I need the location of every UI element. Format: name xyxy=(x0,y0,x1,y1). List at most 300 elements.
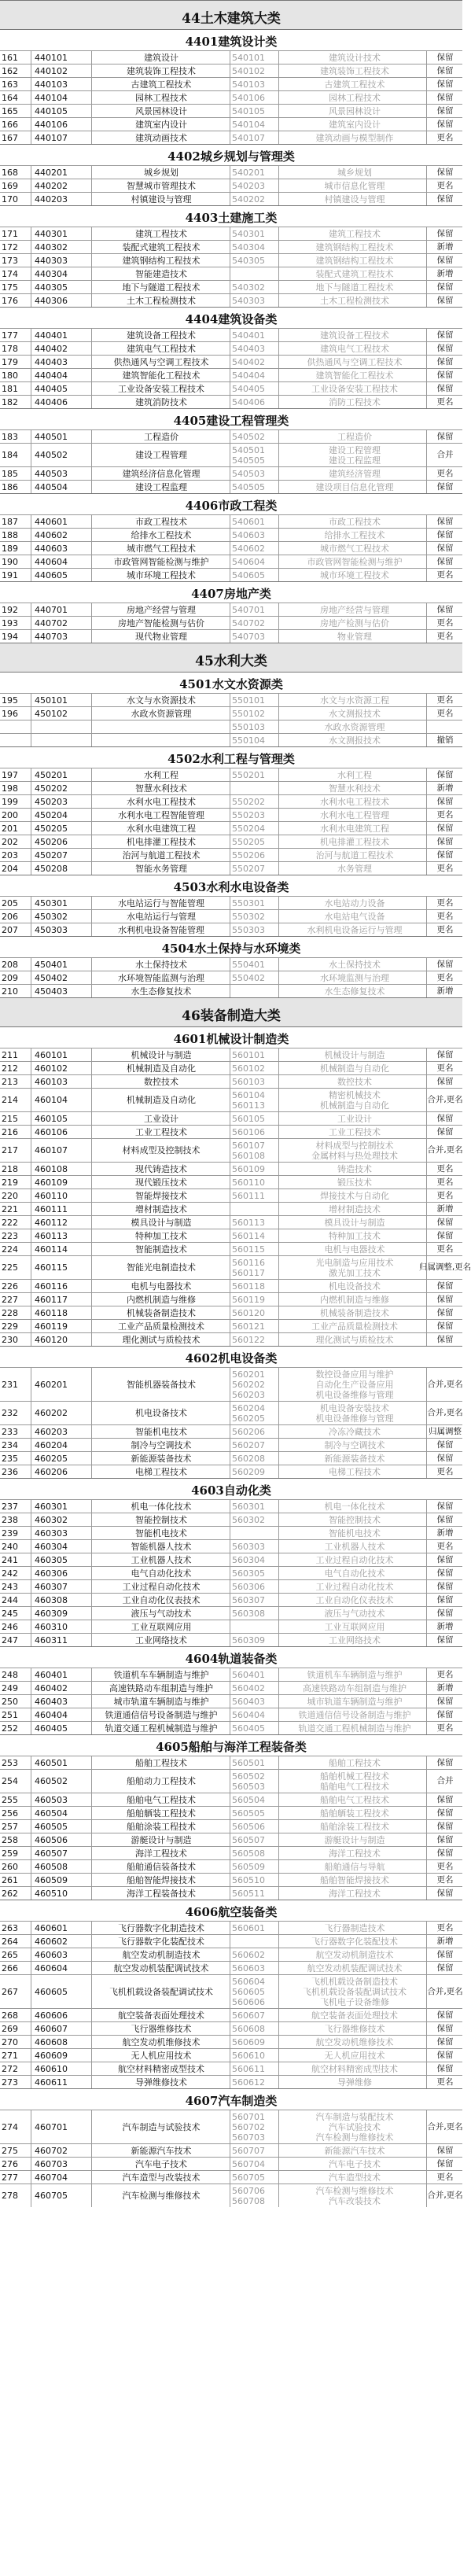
column-divider xyxy=(426,166,427,179)
old-major-code: 540402 xyxy=(232,356,265,367)
old-code-cell xyxy=(232,1048,279,1061)
column-divider xyxy=(278,1089,279,1111)
old-major-name: 建筑设备工程技术 xyxy=(320,330,389,341)
major-name: 地下与隧道工程技术 xyxy=(122,282,201,293)
table-row xyxy=(0,1539,462,1553)
column-divider xyxy=(91,985,92,997)
column-divider xyxy=(426,1527,427,1539)
column-divider xyxy=(91,1402,92,1424)
old-major-name: 工业互联网应用 xyxy=(324,1621,385,1632)
old-major-code: 540202 xyxy=(232,193,265,205)
old-major-code: 540104 xyxy=(232,119,265,130)
column-divider xyxy=(278,958,279,971)
column-divider xyxy=(426,782,427,794)
old-code-cell xyxy=(232,1668,279,1681)
row-number: 274 xyxy=(2,2121,18,2132)
major-code: 460508 xyxy=(35,1861,68,1872)
old-major-code: 540703 xyxy=(232,631,265,642)
old-name-cell xyxy=(280,1189,429,1202)
old-name-cell xyxy=(280,720,429,733)
old-major-name: 供热通风与空调工程技术 xyxy=(307,356,403,367)
row-number: 202 xyxy=(2,836,18,847)
old-major-name: 建设工程监理 xyxy=(329,455,381,466)
old-code-cell xyxy=(232,897,279,909)
change-note: 保留 xyxy=(436,2023,454,2033)
column-divider xyxy=(278,1607,279,1620)
major-code: 440603 xyxy=(35,543,68,554)
major-name: 水利机电设备智能管理 xyxy=(118,924,204,935)
major-name: 船舶动力工程技术 xyxy=(127,1776,196,1786)
old-major-name: 水利机电设备运行与管理 xyxy=(307,924,403,935)
old-major-name: 水环境监测与治理 xyxy=(320,972,389,983)
column-divider xyxy=(426,707,427,720)
old-name-cell xyxy=(280,1216,429,1229)
old-major-code: 560113 xyxy=(232,1217,265,1228)
column-divider xyxy=(278,356,279,368)
column-divider xyxy=(426,1820,427,1833)
old-major-code: 550102 xyxy=(232,708,265,719)
major-name: 理化测试与质检技术 xyxy=(122,1334,201,1345)
column-divider xyxy=(278,254,279,267)
column-divider xyxy=(426,555,427,568)
column-divider xyxy=(278,2009,279,2021)
row-number: 193 xyxy=(2,617,18,628)
old-code-cell xyxy=(232,131,279,144)
old-code-cell xyxy=(232,1062,279,1074)
old-major-code: 540201 xyxy=(232,167,265,178)
old-name-cell xyxy=(280,555,429,568)
major-code: 460204 xyxy=(35,1439,68,1450)
major-name: 水生态修复技术 xyxy=(131,986,192,997)
major-code: 440605 xyxy=(35,569,68,580)
column-divider xyxy=(426,1513,427,1526)
old-major-code: 560608 xyxy=(232,2023,265,2034)
column-divider xyxy=(91,1935,92,1948)
row-number: 208 xyxy=(2,959,18,970)
table-row xyxy=(0,1859,462,1873)
old-name-cell xyxy=(280,958,429,971)
old-name-cell xyxy=(280,1922,429,1934)
row-number: 221 xyxy=(2,1203,18,1214)
major-name: 工程造价 xyxy=(144,431,178,442)
column-divider xyxy=(426,1112,427,1125)
old-major-code: 560611 xyxy=(232,2063,265,2074)
old-code-cell xyxy=(232,241,279,253)
major-name: 制冷与空调技术 xyxy=(131,1439,192,1450)
row-number: 275 xyxy=(2,2145,18,2156)
change-note: 保留 xyxy=(436,1230,454,1240)
old-major-code: 560506 xyxy=(232,1821,265,1832)
old-major-code: 560612 xyxy=(232,2077,265,2088)
column-divider xyxy=(278,369,279,381)
table-row xyxy=(0,1188,462,1202)
row-number: 255 xyxy=(2,1794,18,1805)
subcategory-header xyxy=(0,875,462,896)
old-name-cell xyxy=(280,1708,429,1721)
old-major-code: 560402 xyxy=(232,1682,265,1693)
column-divider xyxy=(426,1216,427,1229)
major-code: 440202 xyxy=(35,180,68,191)
old-code-cell xyxy=(232,923,279,936)
column-divider xyxy=(91,1333,92,1346)
old-name-cell xyxy=(280,2171,429,2184)
table-row xyxy=(0,1846,462,1859)
column-divider xyxy=(426,1306,427,1319)
old-major-name: 地下与隧道工程技术 xyxy=(315,282,394,293)
old-major-code: 560115 xyxy=(232,1244,265,1255)
row-number: 242 xyxy=(2,1568,18,1579)
old-name-cell xyxy=(280,1948,429,1961)
major-code: 450206 xyxy=(35,836,68,847)
column-divider xyxy=(91,1540,92,1553)
old-name-cell xyxy=(280,617,429,629)
major-name: 机电排灌工程技术 xyxy=(127,836,196,847)
old-name-cell xyxy=(280,1089,429,1111)
column-divider xyxy=(91,1062,92,1074)
major-code: 460118 xyxy=(35,1307,68,1318)
old-name-cell xyxy=(280,1580,429,1593)
change-note: 更名 xyxy=(436,897,454,908)
row-number: 194 xyxy=(2,631,18,642)
major-name: 飞行器数字化制造技术 xyxy=(118,1922,204,1933)
old-name-cell xyxy=(280,2158,429,2170)
column-divider xyxy=(426,64,427,77)
old-name-cell xyxy=(280,105,429,117)
old-code-cell xyxy=(232,2110,279,2143)
table-row xyxy=(0,1873,462,1886)
change-note: 保留 xyxy=(436,516,454,526)
old-major-name: 汽车试验技术 xyxy=(329,2121,381,2132)
table-row xyxy=(0,179,462,192)
change-note: 新增 xyxy=(436,241,454,252)
column-divider xyxy=(278,617,279,629)
column-divider xyxy=(426,356,427,368)
old-major-code: 560503 xyxy=(232,1781,265,1792)
column-divider xyxy=(426,862,427,875)
old-major-name: 电气自动化技术 xyxy=(324,1568,385,1579)
old-major-code: 560504 xyxy=(232,1794,265,1805)
change-note: 保留 xyxy=(436,65,454,76)
column-divider xyxy=(278,1540,279,1553)
old-name-cell xyxy=(280,1620,429,1633)
table-row xyxy=(0,568,462,581)
old-name-cell xyxy=(280,795,429,808)
row-number: 211 xyxy=(2,1049,18,1060)
major-code: 440102 xyxy=(35,65,68,76)
old-major-code: 540301 xyxy=(232,228,265,239)
category-header xyxy=(0,643,462,672)
column-divider xyxy=(91,1580,92,1593)
column-divider xyxy=(278,835,279,848)
old-major-name: 城市燃气工程技术 xyxy=(320,543,389,554)
column-divider xyxy=(91,51,92,64)
major-code: 460112 xyxy=(35,1217,68,1228)
major-name: 飞行器数字化装配技术 xyxy=(118,1936,204,1947)
column-divider xyxy=(426,179,427,192)
table-row xyxy=(0,555,462,568)
column-divider xyxy=(91,1527,92,1539)
old-name-cell xyxy=(280,1793,429,1806)
table-row xyxy=(0,1424,462,1438)
column-divider xyxy=(426,481,427,493)
old-name-cell xyxy=(280,281,429,293)
row-number: 260 xyxy=(2,1861,18,1872)
table-row xyxy=(0,629,462,643)
column-divider xyxy=(91,1176,92,1188)
column-divider xyxy=(91,1368,92,1401)
major-name: 智能机器人技术 xyxy=(131,1541,192,1552)
major-name: 轨道交通工程机械制造与维护 xyxy=(105,1723,218,1734)
column-divider xyxy=(278,1793,279,1806)
old-name-cell xyxy=(280,1163,429,1175)
row-number: 251 xyxy=(2,1709,18,1720)
column-divider xyxy=(91,694,92,706)
major-code: 450303 xyxy=(35,924,68,935)
table-row xyxy=(0,514,462,528)
column-divider xyxy=(278,923,279,936)
column-divider xyxy=(426,897,427,909)
column-divider xyxy=(278,1293,279,1306)
change-note: 更名 xyxy=(436,1063,454,1073)
old-major-name: 锻压技术 xyxy=(337,1177,372,1188)
old-code-cell xyxy=(232,382,279,395)
column-divider xyxy=(91,1807,92,1819)
column-divider xyxy=(426,430,427,443)
column-divider xyxy=(426,105,427,117)
column-divider xyxy=(278,78,279,90)
old-major-code: 560203 xyxy=(232,1389,265,1400)
old-major-name: 汽车造型技术 xyxy=(329,2172,381,2183)
column-divider xyxy=(91,193,92,205)
table-row xyxy=(0,1708,462,1721)
column-divider xyxy=(426,1962,427,1974)
major-name: 新能源装备技术 xyxy=(131,1453,192,1464)
old-name-cell xyxy=(280,227,429,240)
old-major-name: 新能源装备技术 xyxy=(324,1453,385,1464)
old-name-cell xyxy=(280,78,429,90)
major-name: 建筑动画技术 xyxy=(135,132,187,143)
old-major-name: 激光加工技术 xyxy=(329,1267,381,1278)
major-code: 450101 xyxy=(35,695,68,706)
major-name: 机电一体化技术 xyxy=(131,1501,192,1512)
subcategory-header xyxy=(0,2088,462,2110)
old-name-cell xyxy=(280,179,429,192)
column-divider xyxy=(426,1975,427,2008)
change-note: 合并,更名 xyxy=(427,1408,463,1417)
old-major-code: 550201 xyxy=(232,769,265,780)
old-major-name: 海洋工程技术 xyxy=(329,1888,381,1899)
change-note: 保留 xyxy=(436,79,454,89)
column-divider xyxy=(426,1567,427,1579)
old-major-code: 560121 xyxy=(232,1321,265,1332)
table-row xyxy=(0,1401,462,1424)
column-divider xyxy=(278,555,279,568)
column-divider xyxy=(278,179,279,192)
change-note: 合并 xyxy=(436,1776,454,1786)
row-number: 228 xyxy=(2,1307,18,1318)
old-name-cell xyxy=(280,985,429,997)
old-major-code: 540103 xyxy=(232,79,265,90)
row-number: 276 xyxy=(2,2158,18,2169)
old-name-cell xyxy=(280,630,429,643)
old-code-cell xyxy=(232,1770,279,1793)
old-major-code: 560116 xyxy=(232,1257,265,1268)
old-code-cell xyxy=(232,849,279,861)
column-divider xyxy=(278,1333,279,1346)
major-code: 450202 xyxy=(35,783,68,794)
column-divider xyxy=(426,1243,427,1255)
old-major-name: 船舶通信与导航 xyxy=(324,1861,385,1872)
column-divider xyxy=(91,105,92,117)
old-code-cell xyxy=(232,1594,279,1606)
column-divider xyxy=(426,529,427,541)
old-major-code: 540305 xyxy=(232,255,265,266)
major-code: 440502 xyxy=(35,450,68,460)
major-name: 海洋工程装备技术 xyxy=(127,1888,196,1899)
section-title: 4401建筑设计类 xyxy=(185,35,278,49)
old-name-cell xyxy=(280,1874,429,1886)
row-number: 217 xyxy=(2,1145,18,1155)
old-major-name: 导弹维修 xyxy=(337,2077,372,2088)
old-name-cell xyxy=(280,529,429,541)
old-code-cell xyxy=(232,1425,279,1438)
old-code-cell xyxy=(232,1580,279,1593)
old-major-code: 560122 xyxy=(232,1334,265,1345)
major-name: 智能焊接技术 xyxy=(135,1190,187,1201)
old-name-cell xyxy=(280,2036,429,2048)
old-code-cell xyxy=(232,1229,279,1242)
major-name: 航空发动机维修技术 xyxy=(122,2036,201,2047)
column-divider xyxy=(278,1280,279,1292)
column-divider xyxy=(426,1874,427,1886)
change-note: 保留 xyxy=(436,282,454,292)
major-name: 水土保持技术 xyxy=(135,959,187,970)
old-name-cell xyxy=(280,444,429,466)
major-code: 460607 xyxy=(35,2023,68,2034)
major-name: 新能源汽车技术 xyxy=(131,2145,192,2156)
column-divider xyxy=(278,1874,279,1886)
change-note: 更名 xyxy=(436,2172,454,2182)
column-divider xyxy=(91,342,92,355)
row-number: 222 xyxy=(2,1217,18,1228)
major-name: 铁道机车车辆制造与维护 xyxy=(113,1669,209,1680)
table-row xyxy=(0,2143,462,2157)
major-code: 460206 xyxy=(35,1466,68,1477)
major-name: 液压与气动技术 xyxy=(131,1608,192,1619)
old-major-code: 560120 xyxy=(232,1307,265,1318)
old-major-code: 540403 xyxy=(232,343,265,354)
old-major-code: 560705 xyxy=(232,2172,265,2183)
old-name-cell xyxy=(280,1682,429,1694)
row-number: 257 xyxy=(2,1821,18,1832)
row-number: 226 xyxy=(2,1281,18,1292)
old-major-code: 560601 xyxy=(232,1922,265,1933)
old-name-cell xyxy=(280,1402,429,1424)
old-major-name: 数控设备应用与维护 xyxy=(315,1369,394,1380)
old-name-cell xyxy=(280,2062,429,2075)
column-divider xyxy=(278,1695,279,1708)
old-major-name: 工业过程自动化技术 xyxy=(315,1581,394,1592)
row-number: 245 xyxy=(2,1608,18,1619)
major-name: 智能制造技术 xyxy=(135,1244,187,1255)
old-name-cell xyxy=(280,1293,429,1306)
table-row xyxy=(0,1175,462,1188)
column-divider xyxy=(91,1089,92,1111)
major-code: 440701 xyxy=(35,604,68,615)
old-code-cell xyxy=(232,396,279,408)
column-divider xyxy=(278,1620,279,1633)
major-name: 房地产智能检测与估价 xyxy=(118,617,204,628)
old-code-cell xyxy=(232,267,279,280)
old-code-cell xyxy=(232,985,279,997)
major-code: 460611 xyxy=(35,2077,68,2088)
row-number: 162 xyxy=(2,65,18,76)
column-divider xyxy=(426,444,427,466)
row-number: 182 xyxy=(2,396,18,407)
old-code-cell xyxy=(232,329,279,341)
old-major-code: 560509 xyxy=(232,1861,265,1872)
major-name: 工业互联网应用 xyxy=(131,1621,192,1632)
change-note: 保留 xyxy=(436,529,454,540)
old-code-cell xyxy=(232,1527,279,1539)
column-divider xyxy=(91,1708,92,1721)
old-name-cell xyxy=(280,1668,429,1681)
subcategory-header xyxy=(0,29,462,50)
table-row xyxy=(0,616,462,629)
old-name-cell xyxy=(280,862,429,875)
column-divider xyxy=(278,1935,279,1948)
column-divider xyxy=(91,1833,92,1846)
old-code-cell xyxy=(232,342,279,355)
column-divider xyxy=(426,1189,427,1202)
old-name-cell xyxy=(280,1139,429,1162)
major-code: 460303 xyxy=(35,1528,68,1539)
old-code-cell xyxy=(232,630,279,643)
major-code: 440201 xyxy=(35,167,68,178)
major-name: 给排水工程技术 xyxy=(131,529,192,540)
column-divider xyxy=(278,241,279,253)
old-code-cell xyxy=(232,720,279,733)
major-name: 汽车检测与维修技术 xyxy=(122,2191,201,2201)
table-row xyxy=(0,1255,471,1279)
old-major-name: 水文测报技术 xyxy=(329,708,381,719)
major-code: 460120 xyxy=(35,1334,68,1345)
column-divider xyxy=(91,617,92,629)
old-major-code: 560209 xyxy=(232,1466,265,1477)
old-name-cell xyxy=(280,1847,429,1859)
column-divider xyxy=(278,529,279,541)
column-divider xyxy=(91,958,92,971)
section-title: 4504水土保持与水环境类 xyxy=(161,942,301,956)
table-row xyxy=(0,227,462,240)
row-number: 203 xyxy=(2,849,18,861)
column-divider xyxy=(91,707,92,720)
row-number xyxy=(2,720,28,733)
old-code-cell xyxy=(232,281,279,293)
column-divider xyxy=(278,1847,279,1859)
column-divider xyxy=(426,1580,427,1593)
major-name: 航空发动机装配调试技术 xyxy=(113,1962,209,1973)
column-divider xyxy=(278,467,279,480)
row-number: 252 xyxy=(2,1723,18,1734)
table-row xyxy=(0,1292,462,1306)
row-number: 225 xyxy=(2,1262,18,1273)
old-code-cell xyxy=(232,2144,279,2157)
major-code: 460104 xyxy=(35,1095,68,1105)
section-title: 4603自动化类 xyxy=(191,1483,271,1498)
old-code-cell xyxy=(232,617,279,629)
row-number: 166 xyxy=(2,119,18,130)
